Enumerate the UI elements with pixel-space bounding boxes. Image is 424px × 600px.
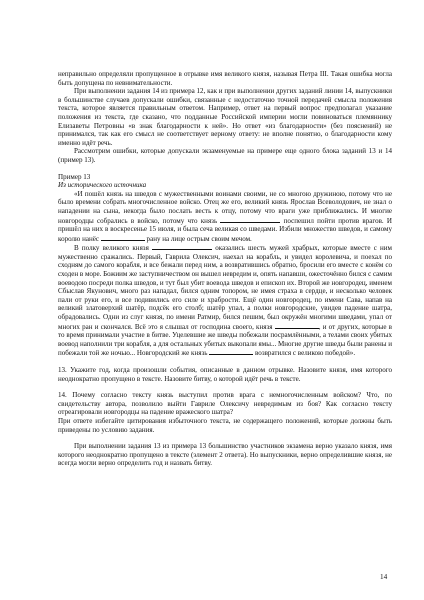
page-number: 14 [380, 573, 388, 581]
example-title: Пример 13 [58, 172, 91, 181]
example-source: Из исторического источника [58, 181, 147, 190]
outro-paragraph: При выполнении задания 13 из примера 13 большинство участников экзамена верно указало князя, имя которого неоднократно пропущено в тексте (элемент 2 ответа). Но выпускники, верно определившие князя, не всегда могли верно определить год и назвать битву. [58, 442, 392, 468]
blank-field [152, 243, 212, 250]
intro-paragraph-3: Рассмотрим ошибки, которые допускали экзаменуемые на примере еще одного блока заданий 13 и 14 (пример 13). [58, 147, 392, 164]
source-paragraph-2: В полку великого князя оказались шесть мужей храбрых, которые вместе с ним мужественно сражались. Первый, Гаврила Олексич, наехал на корабль, и увидел королевича, и поехал по сходням до самого корабля, и все бежали перед ним, а возвратившись обратно, бросили его вместе с конём со сходен в море. Божиим же заступничеством он вышел невредим и, опять напавши, ожесточённо бился с самим воеводою посреди полка шведов, и тут был убит воевода шведов и епископ их. Второй же новгородец, именем Сбыслав Якунович, много раз нападал, бился одним топором, не имея страха в сердце, и несколько человек пали от руки его, и все подивились его силе и храбрости. Ещё один новгородец, по имени Сава, напав на великий златоверхий шатёр, подсёк его столб; шатёр упал, а полки новгородские, увидев падение шатра, обрадовались. Одни из слуг князя, по имени Ратмир, бился пешим, был окружён многими шведами, упал от многих ран и скончался. Всё это я слышал от господина своего, князя , и от других, которые в то время принимали участие в битве. Уцелевшие же шведы побежали посрамлёнными, а телами своих убитых воевод наполнили три корабля, а для остальных убитых выкопали ямы... Многие другие шведы были ранены и побежали той же ночью... Новгородский же князь возвратился с великою победой». [58, 244, 393, 358]
blank-field [220, 216, 280, 223]
source-text: рану на лице острым своим мечом. [146, 234, 252, 243]
document-page [58, 70, 392, 468]
intro-paragraph-1: неправильно определяли пропущенное в отрывке имя великого князя, называя Петра III. Такая ошибка могла быть допущена по невнимательности. [58, 70, 392, 87]
question-14: 14. Почему согласно тексту князь выступил против врага с немногочисленным войском? Что, по свидетельству автора, позволило выйти Гавриле Олексичу невредимым из боя? Как согласно тексту отреагировали новгородцы на падение вражеского шатра? [58, 391, 392, 417]
source-text: оказались шесть мужей храбрых, которые вместе с ним мужественно сражались. Первый, Гаврила Олексич, наехал на корабль, и увидел королевича, и поехал по сходням до самого корабля, и все бежали перед ним, а возвратившись обратно, бросили его вместе с конём со сходен в море. Божиим же заступничеством он вышел невредим и, опять напавши, ожесточённо бился с самим воеводою посреди полка шведов, и тут был убит воевода шведов и епископ их. Второй же новгородец, именем Сбыслав Якунович, много раз нападал, бился одним топором, не имея страха в сердце, и несколько человек пали от руки его, и все подивились его силе и храбрости. Ещё один новгородец, по имени Сава, напав на великий златоверхий шатёр, подсёк его столб; шатёр упал, а полки новгородские, увидев падение шатра, обрадовались. Одни из слуг князя, по имени Ратмир, бился пешим, был окружён многими шведами, упал от многих ран и скончался. Всё это я слышал от господина своего, князя [58, 244, 393, 331]
source-text: В полку великого князя [74, 244, 149, 253]
intro-paragraph-2: При выполнении задания 14 из примера 12, как и при выполнении других заданий линии 14, выпускники в большинстве случаев допускали ошибки, связанные с недостаточно точной передачей смысла положения текста, которое является правильным ответом. Например, ответ на первый вопрос предполагал указание положения из текста, где сказано, что подданные Российской империи могли повиноваться племяннику Елизаветы Петровны «в знак благодарности к ней». Но ответ «из благодарности» (без пояснений) не принимался, так как его смысл не соответствует верному ответу: не вполне понятно, о благодарности кому именно идёт речь. [58, 87, 392, 147]
source-text: и от других, которые в то время принимали участие в битве. Уцелевшие же шведы побежали посрамлёнными, а телами своих убитых воевод наполнили три корабля, а для остальных убитых выкопали ямы... Многие другие шведы были ранены и побежали той же ночью... Новгородский же князь [58, 322, 392, 358]
question-14-note: При ответе избегайте цитирования избыточного текста, не содержащего положений, которые должны быть приведены по условию задания. [58, 416, 392, 434]
blank-field [101, 234, 145, 241]
source-paragraph-1 [58, 190, 392, 244]
blank-field [209, 348, 253, 355]
source-text: возвратился с великою победой». [255, 349, 356, 358]
question-13: 13. Укажите год, когда произошли события, описанные в данном отрывке. Назовите князя, имя которого неоднократно пропущено в тексте. Назовите битву, о которой идёт речь в тексте. [58, 366, 392, 383]
source-text: поспешил пойти против врагов. И пришёл на них в воскресенье 15 июля, и была сеча великая со шведами. Избили множество шведов, и самому королю нанёс [58, 216, 392, 243]
blank-field [275, 322, 319, 329]
source-text: «И пошёл князь на шведов с мужественными воинами своими, не со многою дружиною, потому что не было времени собрать многочисленное войско. Отец же его, великий князь Ярослав Всеволодович, не знал о нападении на сына, некогда было послать весть к отцу, потому что враги уже приближались. И многие новгородцы собрались в войско, потому что князь [58, 189, 392, 225]
